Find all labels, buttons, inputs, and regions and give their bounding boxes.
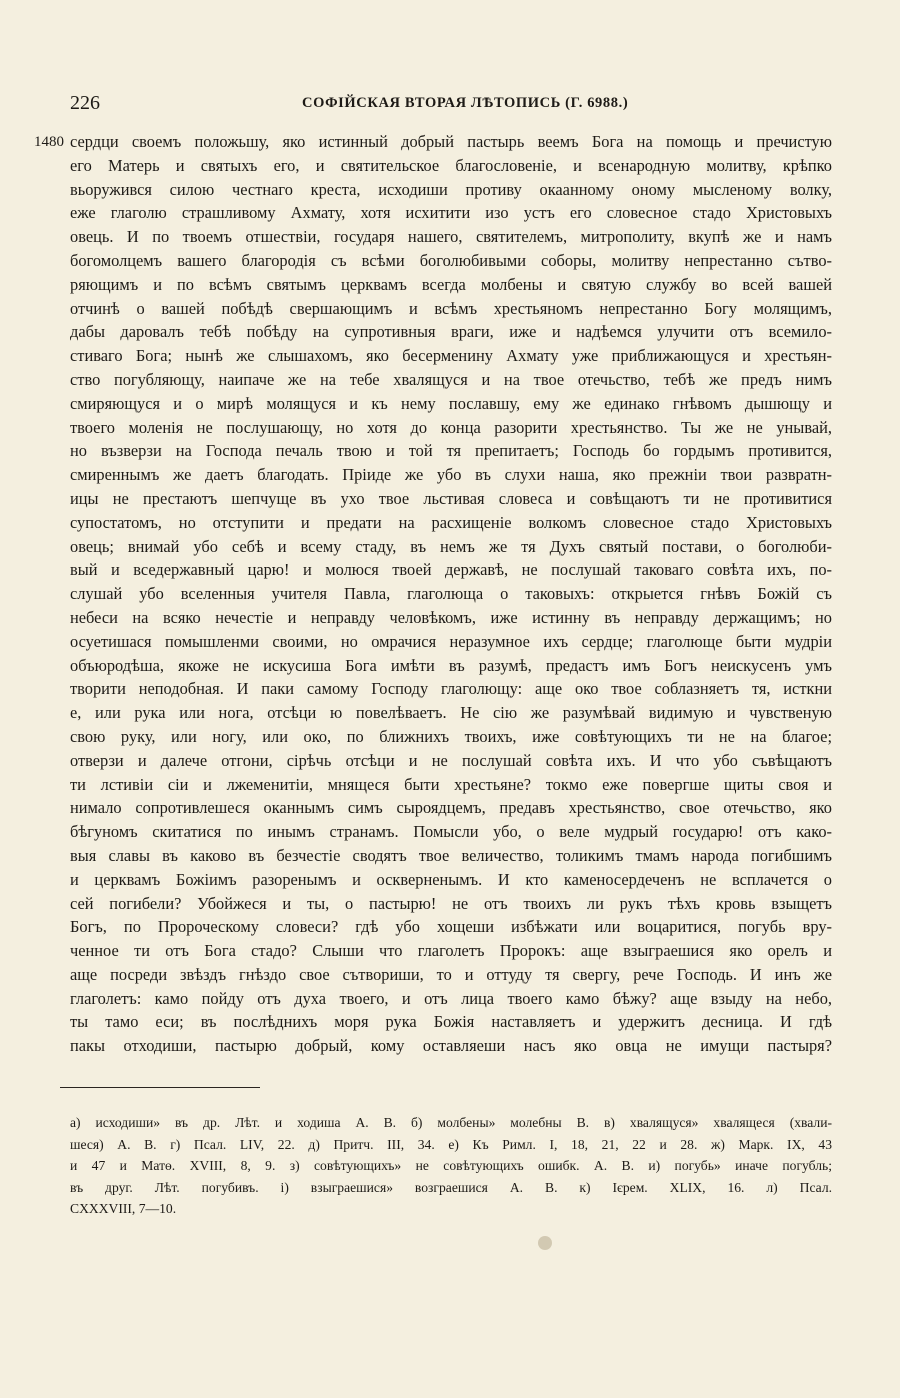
text-line: выя славы въ каково въ безчестіе сводятъ твое величество, толикимъ тмамъ народа погибшимъ: [70, 845, 832, 865]
text-line: ряющимъ и по всѣмъ святымъ церквамъ всегда молбены и святую службу во всей вашей: [70, 274, 832, 294]
text-line: небеси на всяко нечестіе и неправду человѣкомъ, иже истинну въ неправду держащимъ; но: [70, 607, 832, 627]
footnote-line: CXXXVIII, 7—10.: [70, 1201, 177, 1216]
text-line: свою руку, или ногу, или око, по ближнихъ твоихъ, иже совѣтующихъ ти не на благое;: [70, 726, 832, 746]
text-line: супостатомъ, но отступити и предати на расхищеніе волкомъ словесное стадо Христовыхъ: [70, 512, 832, 532]
running-title: СОФІЙСКАЯ ВТОРАЯ ЛѢТОПИСЬ (Г. 6988.): [302, 95, 629, 111]
margin-year: 1480: [34, 134, 64, 150]
text-line: ти лстивіи сіи и лжеменитіи, мнящеся быти хрестьяне? токмо еже повергше щиты своя и: [70, 774, 832, 794]
text-line: пакы отходиши, пастырю добрый, кому оставляеши насъ яко овца не имущи пастыря?: [70, 1036, 832, 1056]
text-line: аще посреди звѣздъ гнѣздо свое сътвориши, то и оттуду тя свергу, рече Господь. И инъ же: [70, 964, 832, 984]
footnote-divider: [60, 1087, 260, 1088]
text-line: его Матерь и святыхъ его, и святительское благословеніе, и всенародную молитву, крѣпко: [70, 155, 832, 175]
text-line: богомолцемъ вашего благородія съ всѣми боголюбивыми соборы, молитву непрестанно сътво-: [70, 250, 832, 270]
footnotes: [70, 1112, 832, 1220]
text-line: Богъ, по Пророческому словеси? гдѣ убо хощеши избѣжати или воцаритися, погубь вру-: [70, 917, 832, 937]
text-line: слушай убо вселенныя учителя Павла, глаголюща о таковыхъ: открыется гнѣвъ Божій съ: [70, 584, 832, 604]
text-line: твоего моленія не послушающу, но хотя до конца разорити хрестьянство. Ты же не унывай,: [70, 417, 832, 437]
main-text: [34, 130, 832, 1090]
text-line: овець. И по твоемъ отшествіи, государя нашего, святителемъ, митрополиту, вкупѣ же и намъ: [70, 227, 832, 247]
footnote-line: шеся) А. В. г) Псал. LIV, 22. д) Притч. III, 34. е) Къ Римл. I, 18, 21, 22 и 28. ж) Марк. IX, 43: [70, 1136, 832, 1152]
text-line: сей погибели? Убойжеся и ты, о пастырю! не отъ твоихъ ли рукъ тѣхъ кровь взыщетъ: [70, 893, 832, 913]
text-line: е, или рука или нога, отсѣци ю повелѣваетъ. Не сію же разумѣвай видимую и чувственую: [70, 703, 832, 723]
page-number: 226: [70, 92, 100, 114]
text-line: еже глаголю страшливому Ахмату, хотя исхитити изо устъ его словесное стадо Христовыхъ: [70, 203, 832, 223]
text-line: бѣгуномъ скитатися по инымъ странамъ. Помысли убо, о веле мудрый государю! отъ како-: [70, 822, 832, 842]
text-line: сердци своемъ положьшу, яко истинный добрый пастырь веемъ Бога на помощь и пречистую: [70, 132, 832, 151]
text-line: нимало сопротивлешеся оканнымъ симъ сыроядцемъ, предавъ хрестьянство, свое отечьство, яко: [70, 798, 832, 818]
text-line: творити неподобная. И паки самому Господу глаголющу: аще око твое соблазняетъ тя, исткни: [70, 679, 832, 699]
text-line: стиваго Бога; нынѣ же слышахомъ, яко бесерменину Ахмату уже приближающуся и хрестьян-: [70, 346, 832, 366]
text-line: осуетишася помышленми своими, но омрачися неразумное ихъ сердце; глаголюще быти мудріи: [70, 631, 832, 651]
footnote-line: а) исходиши» въ др. Лѣт. и ходиша А. В. б) молбены» молебны В. в) хвалящуся» хвалящеся (хвали-: [70, 1115, 832, 1130]
text-line: отчинѣ о вашей побѣдѣ свершающимъ и всѣмъ хрестьяномъ непрестанно Богу молящимъ,: [70, 298, 832, 318]
text-line: ицы не престаютъ шепчуще въ ухо твое льстивая словеса и совѣщаютъ ти не противитися: [70, 488, 832, 508]
text-line: дабы даровалъ тебѣ побѣду на супротивныя враги, иже и надѣемся улучити отъ всемило-: [70, 322, 832, 342]
body-lines: [70, 130, 832, 1058]
text-line: ство погубляющу, наипаче же на тебе хвалящуся и на твое отечьство, тебѣ же предъ нимъ: [70, 369, 832, 389]
paper-stain: [538, 1236, 552, 1250]
text-line: глаголетъ: камо пойду отъ духа твоего, и отъ лица твоего камо бѣжу? аще взыду на небо,: [70, 988, 832, 1008]
text-line: ченное ти отъ Бога стадо? Слыши что глаголетъ Пророкъ: аще взыграешися яко орелъ и: [70, 941, 832, 961]
text-line: смиряющуся и о мирѣ молящуся и къ нему пославшу, ему же единако гнѣвомъ дышющу и: [70, 393, 832, 413]
footnote-line: въ друг. Лѣт. погубивъ. і) взыграешися» возграешися А. В. к) Ієрем. XLIX, 16. л) Псал.: [70, 1179, 832, 1195]
text-line: ты тамо еси; въ послѣднихъ моря рука Божія наставляетъ и удержитъ десница. И гдѣ: [70, 1012, 832, 1032]
text-line: отверзи и далече отгони, сірѣчь отсѣци и не послушай совѣта ихъ. И что убо съвѣщаютъ: [70, 750, 832, 770]
page-header: [70, 92, 830, 122]
text-line: объюродѣша, якоже не искусиша Бога имѣти въ разумѣ, предастъ имъ Богъ неискусенъ умъ: [70, 655, 832, 675]
text-line: но възверзи на Господа печаль твою и той тя препитаетъ; Господь бо гордымъ противится,: [70, 441, 832, 461]
text-line: вьоружився силою честнаго креста, исходиши противу окаанному оному мысленому волку,: [70, 179, 832, 199]
text-line: и церквамъ Божіимъ разоренымъ и оскверненымъ. И кто каменосердеченъ не всплачется о: [70, 869, 832, 889]
text-line: овець; внимай убо себѣ и всему стаду, въ немъ же тя Духъ святый постави, о боголюби-: [70, 536, 832, 556]
text-line: вый и вседержавный царю! и молюся твоей державѣ, не послушай таковаго совѣта ихъ, по-: [70, 560, 832, 580]
text-line: смиреннымъ же даетъ благодать. Пріиде же убо въ слухи наша, яко прежніи твои развратн-: [70, 465, 832, 485]
footnote-line: и 47 и Матѳ. XVIII, 8, 9. з) совѣтующихъ» не совѣтующихъ ошибк. А. В. и) погубь» иначе погубль;: [70, 1158, 832, 1173]
